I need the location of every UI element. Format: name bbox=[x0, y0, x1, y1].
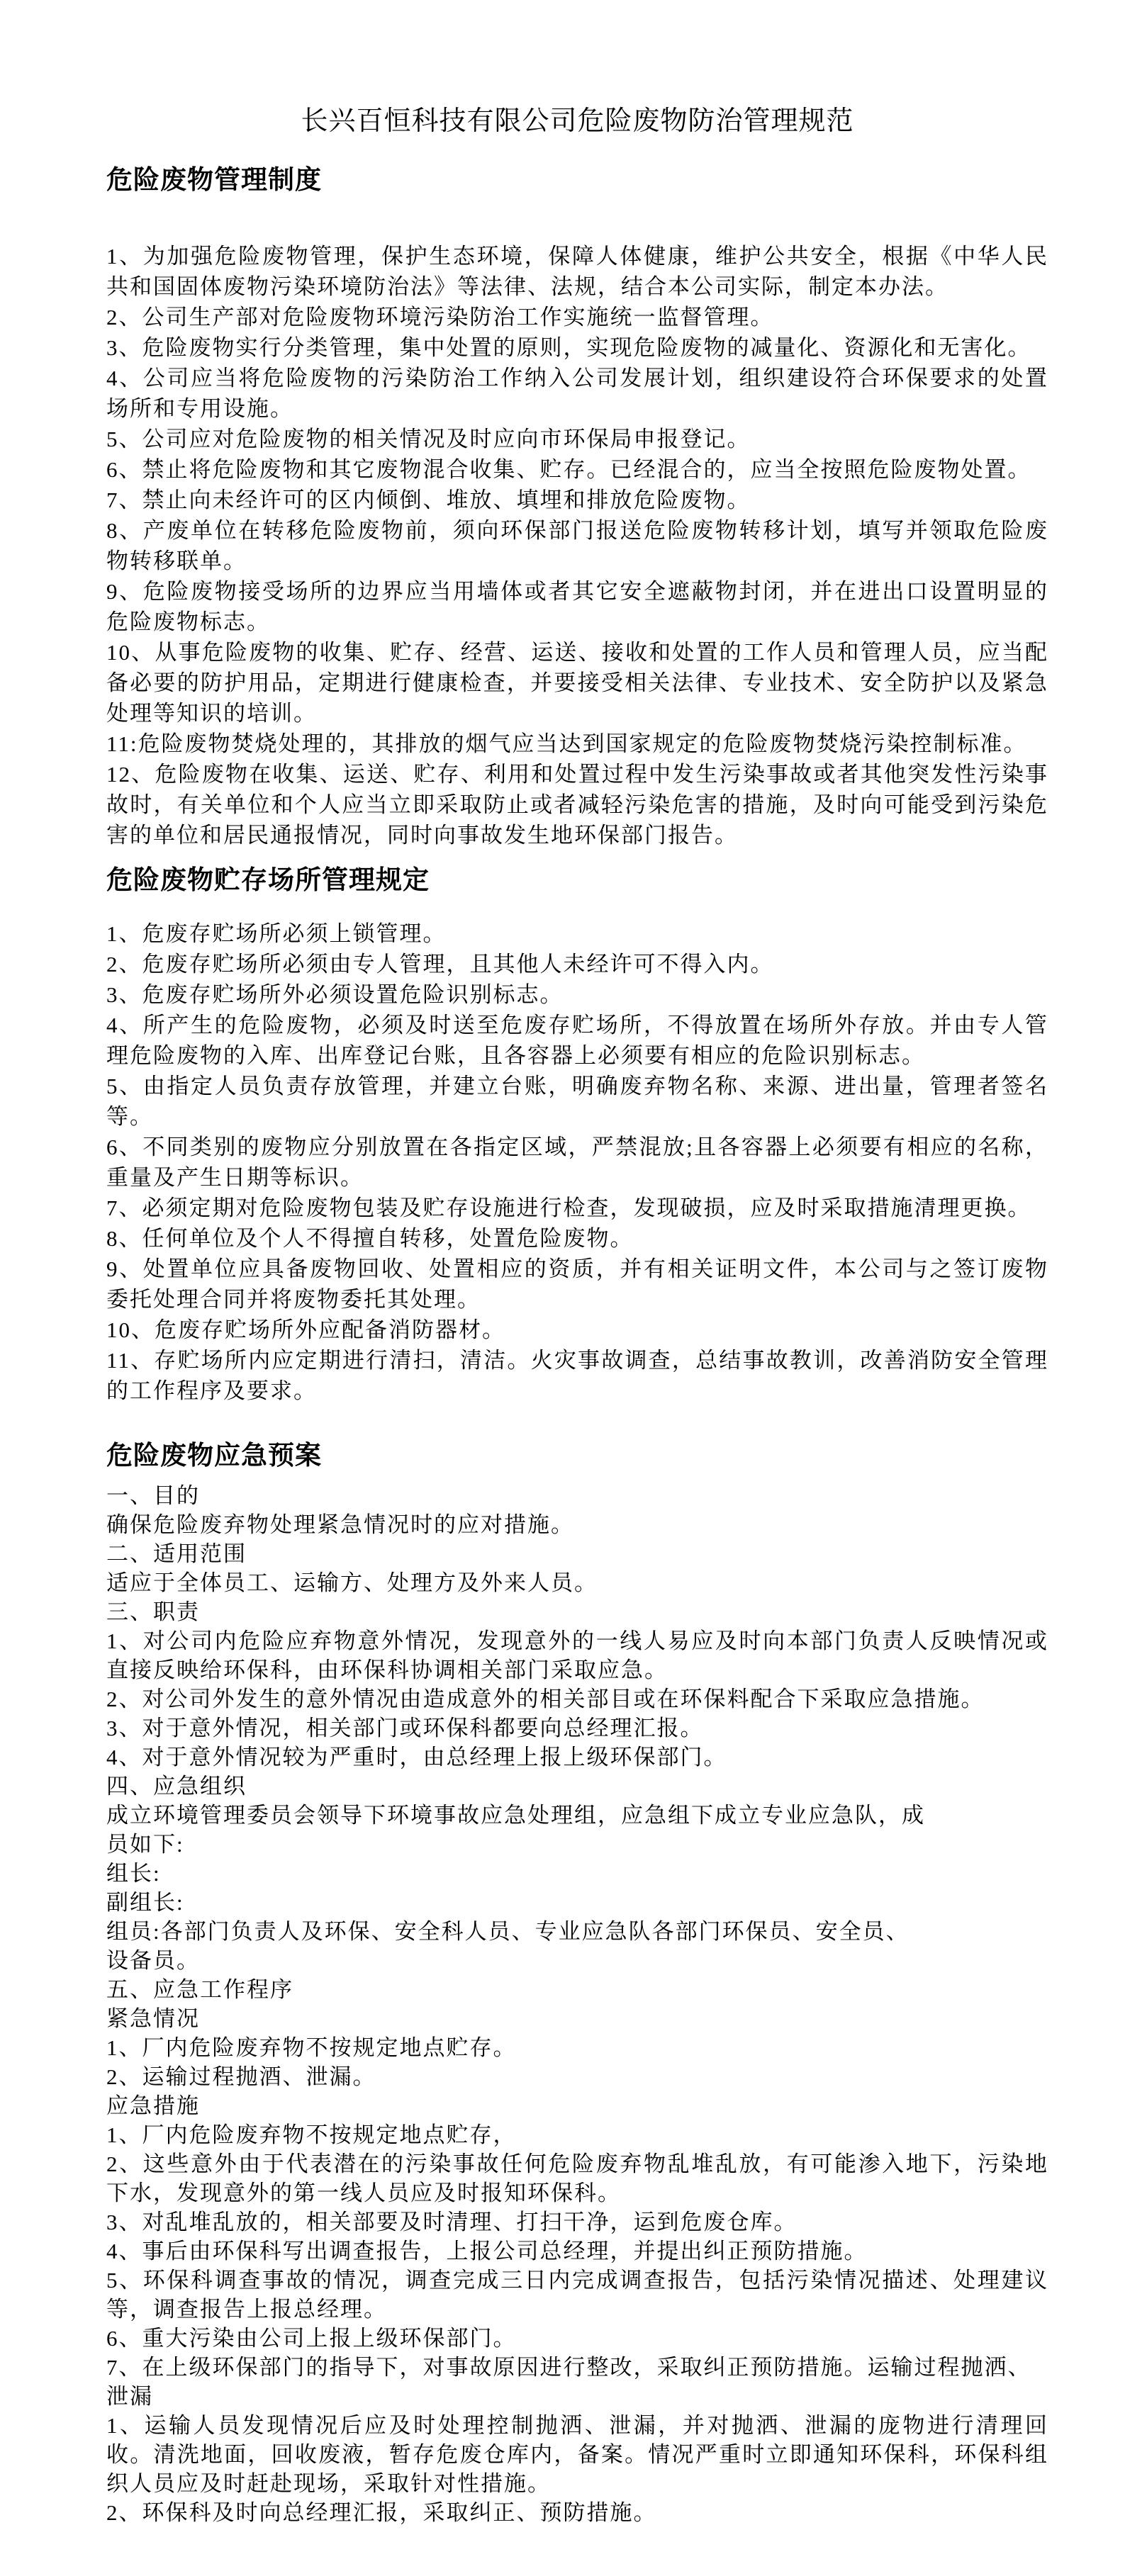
paragraph: 3、对乱堆乱放的，相关部要及时清理、打扫干净，运到危废仓库。 bbox=[106, 2210, 797, 2234]
paragraph: 12、危险废物在收集、运送、贮存、利用和处置过程中发生污染事故或者其他突发性污染事故时，有关单位和个人应当立即采取防止或者减轻污染危害的措施，及时向可能受到污染危害的单位和居民通报情况，同时向事故发生地环保部门报告。 bbox=[106, 762, 1048, 848]
paragraph: 三、职责 bbox=[106, 1599, 200, 1624]
paragraph: 4、公司应当将危险废物的污染防治工作纳入公司发展计划，组织建设符合环保要求的处置场所和专用设施。 bbox=[106, 366, 1048, 421]
section-heading-management-system: 危险废物管理制度 bbox=[106, 166, 322, 195]
paragraph: 2、危废存贮场所必须由专人管理，且其他人未经许可不得入内。 bbox=[106, 952, 774, 977]
paragraph: 应急措施 bbox=[106, 2093, 200, 2118]
section-heading-emergency-plan: 危险废物应急预案 bbox=[106, 1441, 322, 1470]
paragraph: 7、必须定期对危险废物包装及贮存设施进行检查，发现破损，应及时采取措施清理更换。 bbox=[106, 1196, 1031, 1220]
paragraph: 1、危废存贮场所必须上锁管理。 bbox=[106, 921, 447, 946]
paragraph: 3、危废存贮场所外必须设置危险识别标志。 bbox=[106, 982, 564, 1007]
paragraph: 组长: bbox=[106, 1861, 161, 1886]
paragraph: 6、禁止将危险废物和其它废物混合收集、贮存。已经混合的，应当全按照危险废物处置。 bbox=[106, 457, 1031, 482]
section-paragraphs bbox=[106, 918, 1048, 1406]
paragraph: 1、对公司内危险应弃物意外情况，发现意外的一线人易应及时向本部门负责人反映情况或直接反映给环保科，由环保科协调相关部门采取应急。 bbox=[106, 1629, 1048, 1682]
paragraph: 10、危废存贮场所外应配备消防器材。 bbox=[106, 1317, 505, 1342]
section-paragraphs bbox=[106, 1481, 1048, 2527]
paragraph: 紧急情况 bbox=[106, 2006, 200, 2031]
section-paragraphs bbox=[106, 241, 1048, 850]
paragraph: 11:危险废物焚烧处理的，其排放的烟气应当达到国家规定的危险废物焚烧污染控制标准。 bbox=[106, 731, 1027, 756]
paragraph: 7、在上级环保部门的指导下，对事故原因进行整改，采取纠正预防措施。运输过程抛洒、 bbox=[106, 2355, 1031, 2380]
paragraph: 6、不同类别的废物应分别放置在各指定区域，严禁混放;且各容器上必须要有相应的名称，重量及产生日期等标识。 bbox=[106, 1135, 1048, 1190]
paragraph: 8、任何单位及个人不得擅自转移，处置危险废物。 bbox=[106, 1226, 634, 1251]
paragraph: 4、所产生的危险废物，必须及时送至危废存贮场所，不得放置在场所外存放。并由专人管理危险废物的入库、出库登记台账，且各容器上必须要有相应的危险识别标志。 bbox=[106, 1013, 1048, 1068]
paragraph: 2、这些意外由于代表潜在的污染事故任何危险废弃物乱堆乱放，有可能渗入地下，污染地下水，发现意外的第一线人员应及时报知环保科。 bbox=[106, 2152, 1048, 2205]
section-emergency-plan bbox=[106, 1439, 1048, 2527]
paragraph: 5、由指定人员负责存放管理，并建立台账，明确废弃物名称、来源、进出量，管理者签名等。 bbox=[106, 1074, 1048, 1129]
paragraph: 6、重大污染由公司上报上级环保部门。 bbox=[106, 2326, 517, 2351]
paragraph: 5、环保科调查事故的情况，调查完成三日内完成调查报告，包括污染情况描述、处理建议等，调查报告上报总经理。 bbox=[106, 2268, 1048, 2322]
paragraph: 1、厂内危险废弃物不按规定地点贮存， bbox=[106, 2122, 517, 2147]
paragraph: 确保危险废弃物处理紧急情况时的应对措施。 bbox=[106, 1512, 574, 1537]
paragraph: 泄漏 bbox=[106, 2384, 153, 2409]
section-heading-storage-site-rules: 危险废物贮存场所管理规定 bbox=[106, 866, 430, 895]
paragraph: 10、从事危险废物的收集、贮存、经营、运送、接收和处置的工作人员和管理人员，应当配备必要的防护用品，定期进行健康检查，并要接受相关法律、专业技术、安全防护以及紧急处理等知识的培训。 bbox=[106, 640, 1048, 726]
paragraph: 四、应急组织 bbox=[106, 1774, 247, 1799]
paragraph: 3、对于意外情况，相关部门或环保科都要向总经理汇报。 bbox=[106, 1716, 704, 1740]
paragraph: 成立环境管理委员会领导下环境事故应急处理组，应急组下成立专业应急队，成 bbox=[106, 1803, 925, 1828]
section-storage-site-rules bbox=[106, 863, 1048, 1406]
section-management-system bbox=[106, 163, 1048, 850]
paragraph: 组员:各部门负责人及环保、安全科人员、专业应急队各部门环保员、安全员、 bbox=[106, 1919, 909, 1944]
paragraph: 2、对公司外发生的意外情况由造成意外的相关部目或在环保料配合下采取应急措施。 bbox=[106, 1687, 985, 1711]
document-title: 长兴百恒科技有限公司危险废物防治管理规范 bbox=[301, 106, 854, 136]
paragraph: 9、处置单位应具备废物回收、处置相应的资质，并有相关证明文件，本公司与之签订废物委托处理合同并将废物委托其处理。 bbox=[106, 1256, 1048, 1312]
paragraph: 适应于全体员工、运输方、处理方及外来人员。 bbox=[106, 1570, 598, 1595]
paragraph: 11、存贮场所内应定期进行清扫，清洁。火灾事故调查，总结事故教训，改善消防安全管理的工作程序及要求。 bbox=[106, 1348, 1048, 1403]
paragraph: 1、厂内危险废弃物不按规定地点贮存。 bbox=[106, 2035, 517, 2060]
paragraph: 二、适用范围 bbox=[106, 1541, 247, 1566]
paragraph: 副组长: bbox=[106, 1890, 184, 1915]
paragraph: 3、危险废物实行分类管理，集中处置的原则，实现危险废物的减量化、资源化和无害化。 bbox=[106, 335, 1031, 360]
paragraph: 五、应急工作程序 bbox=[106, 1977, 293, 2002]
paragraph: 7、禁止向未经许可的区内倾倒、堆放、填埋和排放危险废物。 bbox=[106, 488, 751, 512]
paragraph: 2、运输过程抛酒、泄漏。 bbox=[106, 2064, 376, 2089]
paragraph: 5、公司应对危险废物的相关情况及时应向市环保局申报登记。 bbox=[106, 427, 751, 451]
paragraph: 设备员。 bbox=[106, 1948, 200, 1973]
paragraph: 2、环保科及时向总经理汇报，采取纠正、预防措施。 bbox=[106, 2500, 657, 2525]
paragraph: 8、产废单位在转移危险废物前，须向环保部门报送危险废物转移计划，填写并领取危险废物转移联单。 bbox=[106, 518, 1048, 573]
paragraph: 1、运输人员发现情况后应及时处理控制抛洒、泄漏，并对抛洒、泄漏的庞物进行清理回收。清洗地面，回收废液，暂存危废仓库内，备案。情况严重时立即通知环保科，环保科组织人员应及时赶赴现场，采取针对性措施。 bbox=[106, 2413, 1048, 2496]
paragraph: 2、公司生产部对危险废物环境污染防治工作实施统一监督管理。 bbox=[106, 305, 774, 330]
paragraph: 4、对于意外情况较为严重时，由总经理上报上级环保部门。 bbox=[106, 1745, 727, 1770]
paragraph: 员如下: bbox=[106, 1832, 184, 1857]
paragraph: 1、为加强危险废物管理，保护生态环境，保障人体健康，维护公共安全，根据《中华人民共和国固体废物污染环境防治法》等法律、法规，结合本公司实际，制定本办法。 bbox=[106, 244, 1048, 299]
paragraph: 4、事后由环保科写出调查报告，上报公司总经理，并提出纠正预防措施。 bbox=[106, 2239, 868, 2263]
paragraph: 一、目的 bbox=[106, 1483, 200, 1508]
paragraph: 9、危险废物接受场所的边界应当用墙体或者其它安全遮蔽物封闭，并在进出口设置明显的危险废物标志。 bbox=[106, 579, 1048, 634]
